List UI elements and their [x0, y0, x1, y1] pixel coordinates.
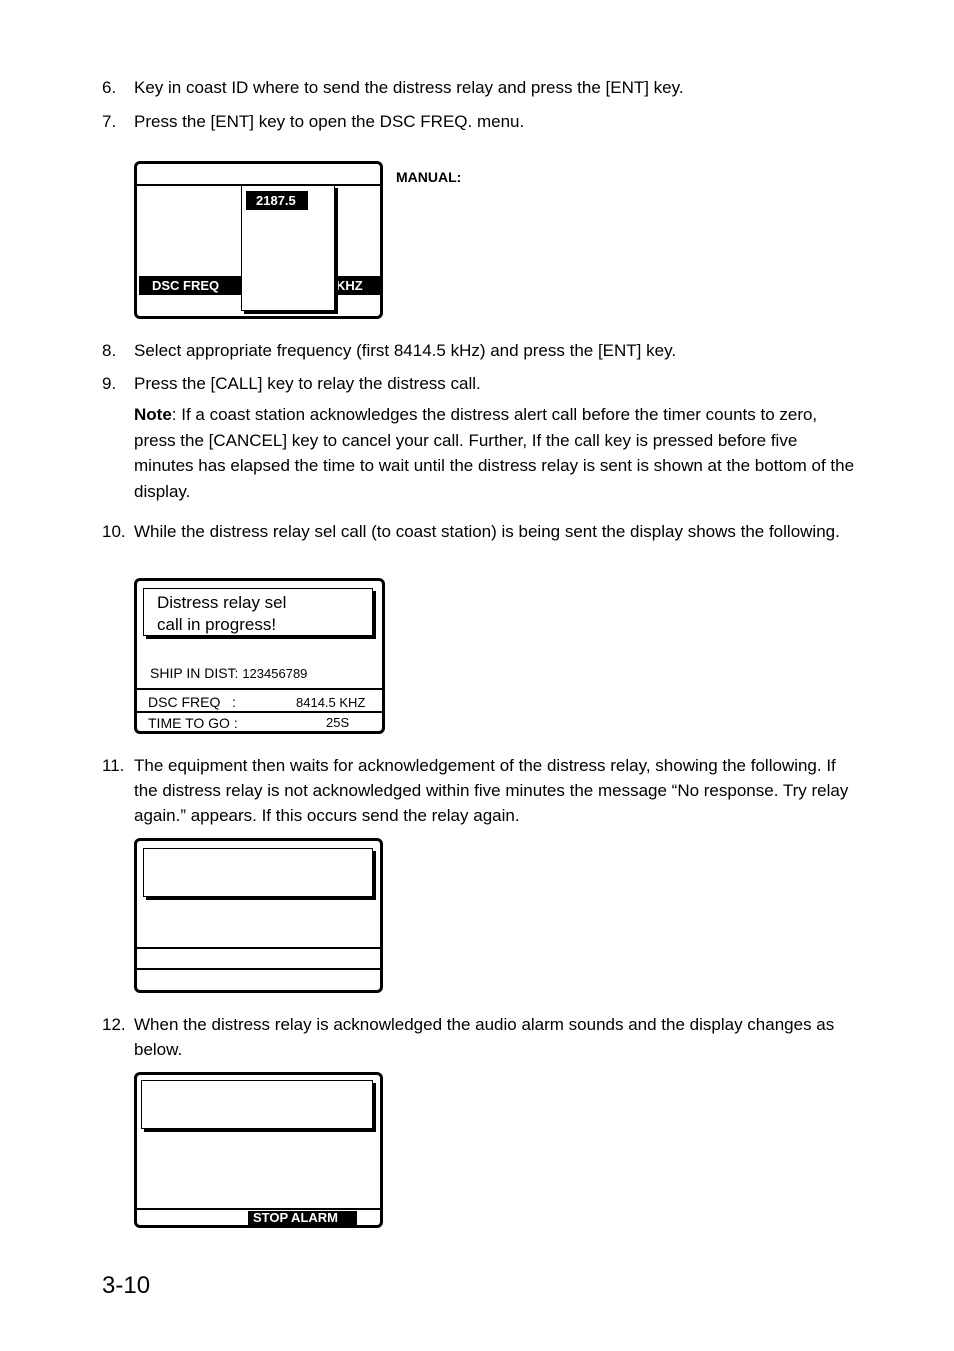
dsc-freq-label: DSC FREQ [139, 276, 243, 295]
message-line-1: Distress relay sel [157, 593, 287, 612]
ship-id: 123456789 [242, 666, 308, 681]
time-to-go-value: 25S [326, 715, 350, 730]
ship-in-distress [150, 665, 307, 681]
manual-label: MANUAL: [396, 169, 462, 185]
dsc-freq-label: DSC FREQ : [148, 694, 236, 710]
time-to-go-label: TIME TO GO : [148, 715, 238, 731]
step-number: 8. [102, 341, 117, 360]
step-text: While the distress relay sel call (to coast station) is being sent the display shows the following. [134, 522, 840, 541]
unit-label: KHZ [333, 276, 380, 295]
step-number: 6. [102, 78, 117, 97]
display-relay-acknowledged [134, 1072, 383, 1228]
step-number: 11. [102, 756, 125, 775]
step-text: Select appropriate frequency (first 8414.5 kHz) and press the [ENT] key. [134, 341, 677, 360]
dsc-freq-value: 8414.5 KHZ [296, 695, 366, 710]
message-box [143, 848, 373, 897]
note-paragraph [134, 402, 859, 504]
step-number: 12. [102, 1015, 126, 1034]
step-text: Press the [CALL] key to relay the distress call. [134, 374, 481, 393]
note-text: : If a coast station acknowledges the distress alert call before the timer counts to zero, press the [CANCEL] key to cancel your call. Further, If the call key is pressed before five minutes has elapsed the time to wait until the distress relay is sent is shown at the bottom of the display. [134, 405, 855, 501]
display-waiting-acknowledgement [134, 838, 383, 993]
step-text: Key in coast ID where to send the distress relay and press the [ENT] key. [134, 78, 684, 97]
divider [137, 968, 380, 970]
frequency-list-popup [241, 185, 335, 311]
selected-frequency[interactable]: 2187.5 [246, 191, 308, 210]
step-text: When the distress relay is acknowledged the audio alarm sounds and the display changes as below. [134, 1015, 835, 1059]
divider [137, 688, 382, 690]
step-number: 7. [102, 112, 117, 131]
ship-label: SHIP IN DIST: [150, 665, 243, 681]
display-dsc-freq-menu [134, 161, 383, 319]
message-box [143, 588, 373, 636]
step-text: Press the [ENT] key to open the DSC FREQ. menu. [134, 112, 525, 131]
display-relay-in-progress [134, 578, 385, 734]
divider [137, 947, 380, 949]
message-line-2: call in progress! [157, 615, 277, 634]
step-number: 9. [102, 374, 117, 393]
stop-alarm-button[interactable]: STOP ALARM [248, 1211, 357, 1225]
message-box [141, 1080, 373, 1129]
note-label: Note [134, 405, 172, 424]
step-number: 10. [102, 522, 126, 541]
divider [137, 711, 382, 713]
step-text: The equipment then waits for acknowledgement of the distress relay, showing the following. If the distress relay is not acknowledged within five minutes the message “No response. Try relay again.” appears. If this occurs send the relay again. [134, 756, 849, 825]
page-number: 3-10 [102, 1272, 151, 1299]
